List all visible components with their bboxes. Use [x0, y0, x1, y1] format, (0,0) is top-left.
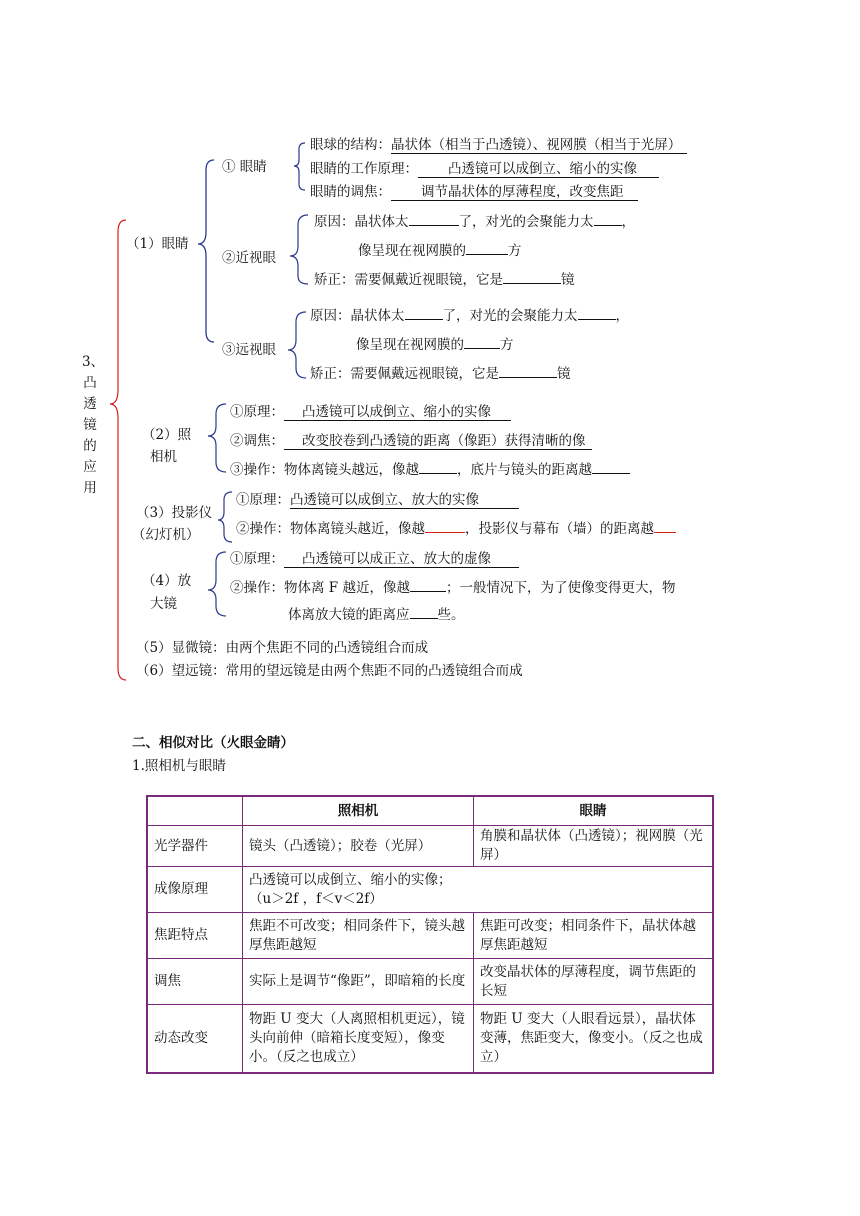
hyperopia-label: ③远视眼	[222, 342, 276, 358]
myopia-image	[358, 242, 522, 260]
blank[interactable]	[594, 213, 622, 226]
eye-sub-label: ① 眼睛	[222, 159, 267, 175]
row-label: 动态改变	[147, 1005, 243, 1073]
text: 像呈现在视网膜的	[358, 243, 466, 259]
myopia-label: ②近视眼	[222, 250, 276, 266]
eye-label: （1）眼睛	[126, 236, 189, 252]
text: ①原理：	[230, 404, 284, 420]
magnifier-operation-cont	[288, 606, 465, 624]
camera-cell: 焦距不可改变；相同条件下，镜头越厚焦距越短	[243, 913, 474, 959]
blank[interactable]	[592, 461, 630, 474]
eye-structure-line	[310, 136, 687, 154]
title-char: 应	[83, 459, 97, 475]
eye-focus-answer: 调节晶状体的厚薄程度，改变焦距	[391, 184, 638, 201]
blank[interactable]	[410, 606, 438, 619]
camera-focusing-answer: 改变胶卷到凸透镜的距离（像距）获得清晰的像	[284, 433, 592, 450]
text: ③操作：物体离镜头越远，像越	[230, 462, 419, 478]
eye-cell: 焦距可改变；相同条件下，晶状体越厚焦距越短	[474, 913, 714, 959]
magnifier-principle-answer: 凸透镜可以成正立、放大的虚像	[284, 551, 519, 568]
eye-focus-prefix: 眼睛的调焦：	[310, 184, 391, 200]
blank[interactable]	[410, 579, 446, 592]
table-header-cell: 照相机	[243, 796, 474, 826]
eye-focus-line	[310, 183, 638, 201]
blank[interactable]	[654, 520, 676, 533]
hyperopia-cause	[310, 307, 629, 325]
text: ，投影仪与幕布（墙）的距离越	[465, 521, 654, 537]
eye-cell: 改变晶状体的厚薄程度，调节焦距的长短	[474, 959, 714, 1005]
camera-principle	[230, 403, 511, 421]
table-row	[147, 826, 713, 867]
blank[interactable]	[466, 242, 508, 255]
text: 些。	[437, 607, 465, 623]
camera-focusing	[230, 432, 592, 450]
text: ，底片与镜头的距离越	[457, 462, 592, 478]
eye-cell: 角膜和晶状体（凸透镜）；视网膜（光屏）	[474, 826, 714, 867]
comparison-table	[146, 795, 714, 1074]
text: 体离放大镜的距离应	[288, 607, 410, 623]
blank[interactable]	[503, 271, 561, 284]
title-char: 镜	[83, 417, 97, 433]
title-char: 凸	[83, 375, 97, 391]
text: ，	[615, 308, 629, 324]
text: ；一般情况下，为了使像变得更大，物	[445, 580, 676, 596]
text: 方	[500, 337, 514, 353]
projector-operation	[236, 520, 676, 538]
myopia-cause	[314, 213, 635, 231]
section-2-heading: 二、相似对比（火眼金睛）	[132, 735, 294, 751]
table-row	[147, 959, 713, 1005]
text: 矫正：需要佩戴近视眼镜，它是	[314, 272, 503, 288]
text: 了，对光的会聚能力太	[442, 308, 578, 324]
text: 矫正：需要佩戴远视眼镜，它是	[310, 366, 499, 382]
magnifier-principle	[230, 550, 519, 568]
text: ②操作：物体离镜头越近，像越	[236, 521, 425, 537]
table-row	[147, 867, 713, 913]
table-row	[147, 913, 713, 959]
camera-cell: 实际上是调节“像距”，即暗箱的长度	[243, 959, 474, 1005]
text: 了，对光的会聚能力太	[458, 214, 594, 230]
blank[interactable]	[578, 307, 616, 320]
text: ②调焦：	[230, 433, 284, 449]
projector-label-b: （幻灯机）	[132, 527, 200, 543]
text: 原因：晶状体太	[314, 214, 409, 230]
table-header-row	[147, 796, 713, 826]
camera-cell: 物距 U 变大（人离照相机更远），镜头向前伸（暗箱长度变短），像变小。（反之也成立）	[243, 1005, 474, 1073]
projector-principle	[236, 491, 519, 509]
blank[interactable]	[425, 520, 465, 533]
eye-cell: 物距 U 变大（人眼看远景），晶状体变薄，焦距变大，像变小。（反之也成立）	[474, 1005, 714, 1073]
text: 镜	[557, 366, 571, 382]
row-label: 调焦	[147, 959, 243, 1005]
camera-cell: 镜头（凸透镜）；胶卷（光屏）	[243, 826, 474, 867]
blank[interactable]	[409, 213, 459, 226]
projector-label-a: （3）投影仪	[136, 505, 213, 521]
blank[interactable]	[419, 461, 457, 474]
title-char: 的	[83, 438, 97, 454]
eye-working-answer: 凸透镜可以成倒立、缩小的实像	[418, 161, 659, 178]
eye-working-line	[310, 160, 659, 178]
telescope-line: （6）望远镜：常用的望远镜是由两个焦距不同的凸透镜组合而成	[136, 663, 523, 679]
myopia-fix	[314, 271, 575, 289]
text: 像呈现在视网膜的	[356, 337, 464, 353]
text: 原因：晶状体太	[310, 308, 405, 324]
section-3-title	[82, 352, 105, 499]
title-char: 透	[83, 396, 97, 412]
hyperopia-fix	[310, 365, 571, 383]
row-label: 焦距特点	[147, 913, 243, 959]
row-label: 成像原理	[147, 867, 243, 913]
eye-structure-answer: 晶状体（相当于凸透镜）、视网膜（相当于光屏）	[391, 137, 687, 154]
table-header-cell: 眼睛	[474, 796, 714, 826]
section-2-subheading: 1.照相机与眼睛	[132, 758, 226, 774]
text: 方	[508, 243, 522, 259]
title-number: 3、	[82, 354, 105, 370]
table-row	[147, 1005, 713, 1073]
camera-label-a: （2）照	[142, 427, 192, 443]
eye-structure-prefix: 眼球的结构：	[310, 137, 391, 153]
camera-label-b: 相机	[150, 449, 177, 465]
text: ②操作：物体离 F 越近，像越	[230, 580, 410, 596]
row-label: 光学器件	[147, 826, 243, 867]
camera-operation	[230, 461, 630, 479]
microscope-line: （5）显微镜：由两个焦距不同的凸透镜组合而成	[136, 640, 429, 656]
blank[interactable]	[499, 365, 557, 378]
text: ①原理：	[236, 492, 290, 508]
shared-cell: 凸透镜可以成倒立、缩小的实像；（u＞2f ，f＜v＜2f）	[243, 867, 714, 913]
blank[interactable]	[405, 307, 443, 320]
text: 镜	[561, 272, 575, 288]
text: ①原理：	[230, 551, 284, 567]
camera-principle-answer: 凸透镜可以成倒立、缩小的实像	[284, 404, 511, 421]
hyperopia-image	[356, 336, 514, 354]
projector-principle-answer: 凸透镜可以成倒立、放大的实像	[290, 492, 519, 509]
magnifier-label-a: （4）放	[142, 573, 192, 589]
text: ，	[621, 214, 635, 230]
magnifier-label-b: 大镜	[150, 596, 177, 612]
blank[interactable]	[464, 336, 500, 349]
magnifier-operation	[230, 579, 675, 597]
title-char: 用	[83, 480, 97, 496]
table-header-cell	[147, 796, 243, 826]
eye-working-prefix: 眼睛的工作原理：	[310, 161, 418, 177]
